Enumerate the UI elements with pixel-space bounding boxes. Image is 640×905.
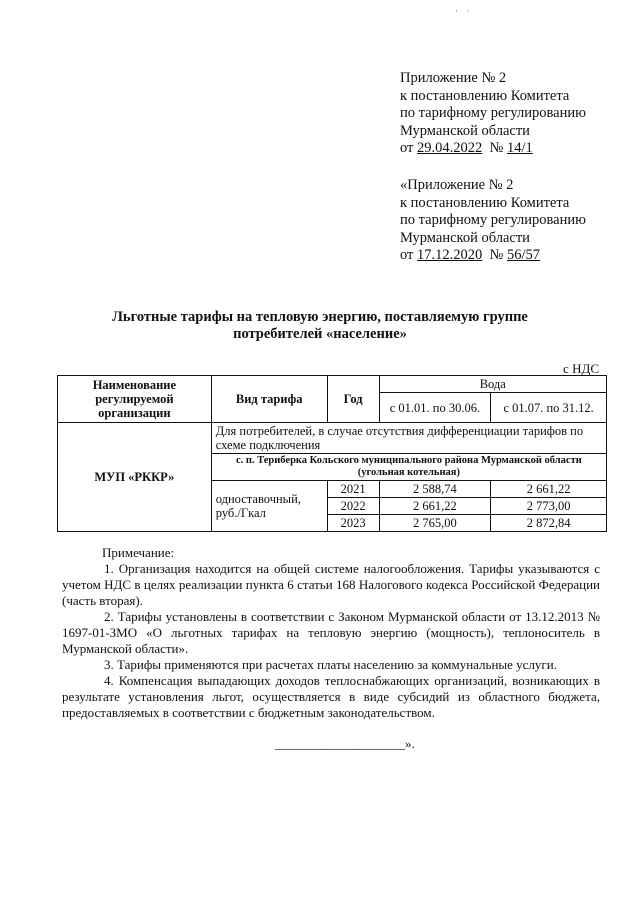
vat-note: с НДС bbox=[563, 361, 599, 376]
note-item: 4. Компенсация выпадающих доходов теплоснабжающих организаций, возникающих в результате установления льгот, осуществляется в виде субсидий из областного бюджета, предоставляемых в соответствии с бюджетным законодательством. bbox=[62, 673, 600, 720]
note-item: 2. Тарифы установлены в соответствии с Законом Мурманской области от 13.12.2013 № 1697-01-ЗМО «О льготных тарифах на тепловую энергию (мощность), теплоноситель в Мурманской области». bbox=[62, 609, 600, 656]
value-cell: 2 661,22 bbox=[379, 498, 491, 515]
value-cell: 2 773,00 bbox=[491, 498, 607, 515]
header-year: Год bbox=[327, 376, 379, 423]
year-cell: 2021 bbox=[327, 481, 379, 498]
title-line: потребителей «население» bbox=[233, 326, 407, 342]
value-cell: 2 872,84 bbox=[491, 515, 607, 532]
title-line: Льготные тарифы на тепловую энергию, поставляемую группе bbox=[112, 309, 528, 325]
location-cell: с. п. Териберка Кольского муниципального района Мурманской области (угольная котельная) bbox=[211, 454, 606, 481]
appendix-number: 56/57 bbox=[507, 247, 541, 263]
header-tariff-type: Вид тарифа bbox=[211, 376, 327, 423]
value-cell: 2 661,22 bbox=[491, 481, 607, 498]
year-cell: 2023 bbox=[327, 515, 379, 532]
notes-heading: Примечание: bbox=[102, 545, 175, 560]
header-period-2: с 01.07. по 31.12. bbox=[491, 393, 607, 423]
appendix-title: «Приложение № 2 bbox=[400, 177, 514, 193]
value-cell: 2 588,74 bbox=[379, 481, 491, 498]
note-item: 1. Организация находится на общей системе налогообложения. Тарифы указываются с учетом НДС в целях реализации пункта 6 статьи 168 Налогового кодекса Российской Федерации (часть вторая). bbox=[62, 561, 600, 608]
tariff-table bbox=[57, 375, 607, 532]
closing-mark: ____________________». bbox=[275, 736, 415, 751]
appendix-date-line bbox=[400, 247, 630, 265]
document-title bbox=[60, 309, 580, 343]
tariff-kind-cell: одноставочный, руб./Гкал bbox=[211, 481, 327, 532]
date-prefix: от bbox=[400, 247, 418, 263]
appendix-date-line bbox=[400, 140, 630, 158]
date-prefix: от bbox=[400, 140, 418, 156]
appendix-line: Мурманской области bbox=[400, 122, 530, 139]
consumers-note-cell: Для потребителей, в случае отсутствия дифференциации тарифов по схеме подключения bbox=[211, 423, 606, 454]
table-header-row bbox=[58, 376, 607, 393]
year-cell: 2022 bbox=[327, 498, 379, 515]
appendix-date: 17.12.2020 bbox=[417, 247, 483, 263]
appendix-line: по тарифному регулированию bbox=[400, 105, 586, 121]
appendix-current-block bbox=[400, 70, 630, 158]
note-item: 3. Тарифы применяются при расчетах платы населению за коммунальные услуги. bbox=[104, 657, 557, 672]
org-name-cell: МУП «РККР» bbox=[58, 423, 212, 532]
notes-section bbox=[62, 545, 600, 721]
header-org: Наименование регулируемой организации bbox=[58, 376, 212, 423]
value-cell: 2 765,00 bbox=[379, 515, 491, 532]
appendix-line: по тарифному регулированию bbox=[400, 212, 586, 228]
appendix-title: Приложение № 2 bbox=[400, 70, 507, 86]
appendix-date: 29.04.2022 bbox=[417, 140, 483, 156]
appendix-line: к постановлению Комитета bbox=[400, 87, 570, 104]
header-water: Вода bbox=[379, 376, 606, 393]
scan-specks: · · bbox=[455, 6, 473, 16]
appendix-line: к постановлению Комитета bbox=[400, 194, 570, 211]
number-prefix: № bbox=[489, 140, 507, 156]
table-row bbox=[58, 423, 607, 454]
appendix-line: Мурманской области bbox=[400, 229, 530, 246]
appendix-number: 14/1 bbox=[507, 140, 533, 156]
number-prefix: № bbox=[489, 247, 507, 263]
appendix-previous-block bbox=[400, 177, 630, 265]
header-period-1: с 01.01. по 30.06. bbox=[379, 393, 491, 423]
